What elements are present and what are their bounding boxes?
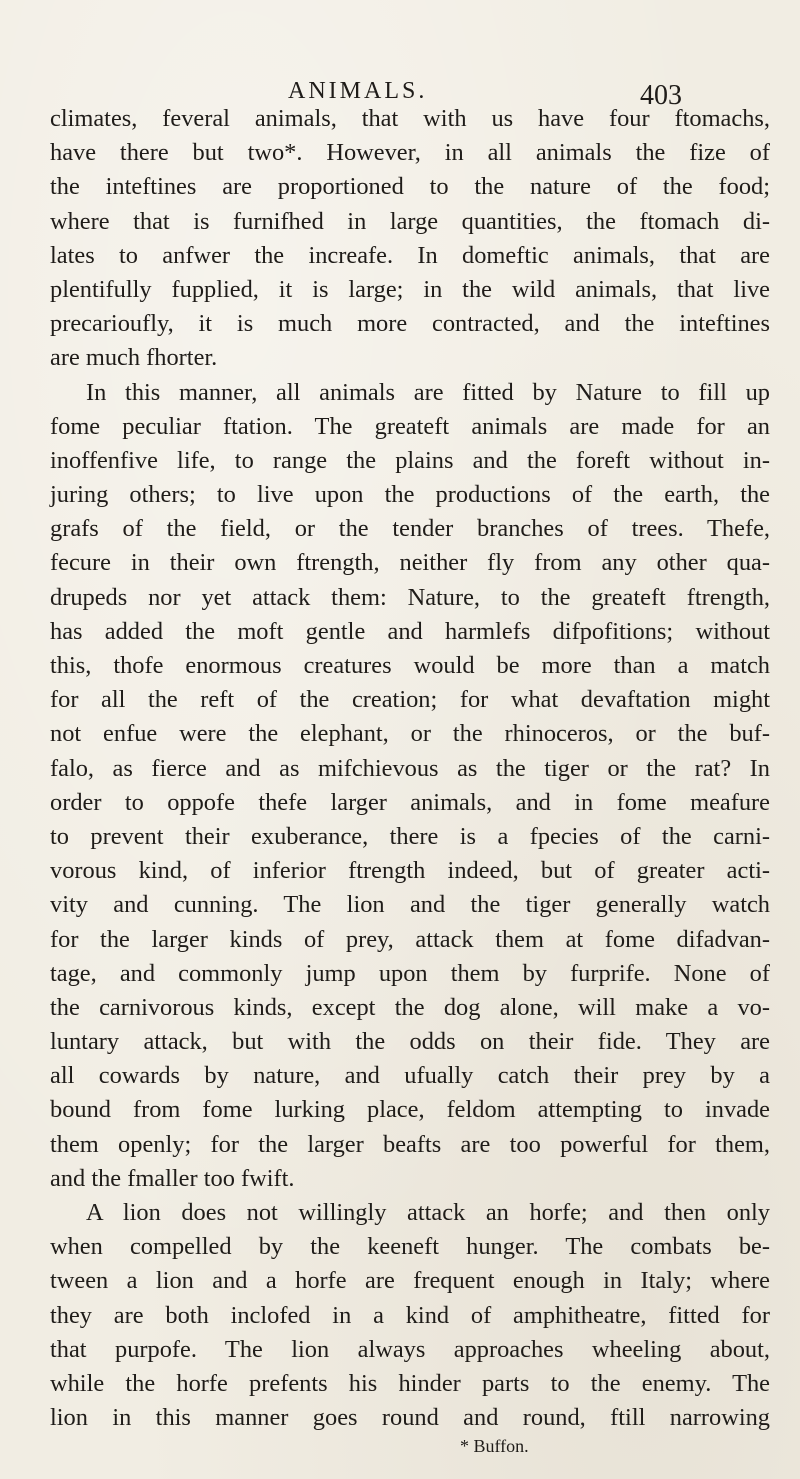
running-head xyxy=(0,56,800,111)
paragraph-start-line: A lion does not willingly attack an horfe; and then only xyxy=(86,1199,770,1226)
text-line: precarioufly, it is much more contracted, and the inteftines xyxy=(50,310,770,338)
text-line: all cowards by nature, and ufually catch their prey by a xyxy=(50,1062,770,1090)
text-line: has added the moft gentle and harmlefs difpofitions; without xyxy=(50,617,770,645)
text-line: to prevent their exuberance, there is a fpecies of the carni- xyxy=(50,822,770,850)
text-line: luntary attack, but with the odds on their fide. They are xyxy=(50,1028,770,1056)
text-line: vorous kind, of inferior ftrength indeed, but of greater acti- xyxy=(50,857,770,885)
text-line: grafs of the field, or the tender branches of trees. Thefe, xyxy=(50,515,770,543)
text-line: fome peculiar ftation. The greateft animals are made for an xyxy=(50,412,770,440)
text-line: plentifully fupplied, it is large; in the wild animals, that live xyxy=(50,275,770,303)
text-line: for all the reft of the creation; for what devaftation might xyxy=(50,686,770,714)
text-line: and the fmaller too fwift. xyxy=(50,1164,295,1192)
text-line: tage, and commonly jump upon them by furprife. None of xyxy=(50,959,770,987)
text-line: falo, as fierce and as mifchievous as the tiger or the rat? In xyxy=(50,754,770,782)
text-line: drupeds nor yet attack them: Nature, to the greateft ftrength, xyxy=(50,583,770,611)
text-line: fecure in their own ftrength, neither fly from any other qua- xyxy=(50,549,770,577)
paragraph-start-line: In this manner, all animals are fitted by Nature to fill up xyxy=(86,378,770,406)
text-line: when compelled by the keeneft hunger. The combats be- xyxy=(50,1233,770,1261)
text-line: juring others; to live upon the productions of the earth, the xyxy=(50,481,770,509)
text-line: the carnivorous kinds, except the dog alone, will make a vo- xyxy=(50,993,770,1021)
text-line: them openly; for the larger beafts are too powerful for them, xyxy=(50,1130,770,1158)
text-line: vity and cunning. The lion and the tiger generally watch xyxy=(50,891,770,919)
text-line: have there but two*. However, in all animals the fize of xyxy=(50,139,770,167)
text-line: that purpofe. The lion always approaches wheeling about, xyxy=(50,1335,770,1363)
body-text xyxy=(50,102,770,1435)
text-line: this, thofe enormous creatures would be more than a match xyxy=(50,652,770,679)
running-head-title: ANIMALS. xyxy=(288,78,428,104)
text-line: not enfue were the elephant, or the rhinoceros, or the buf- xyxy=(50,720,770,748)
footnote: * Buffon. xyxy=(460,1436,529,1456)
text-line: are much fhorter. xyxy=(50,344,218,372)
text-line: lion in this manner goes round and round, ftill narrowing xyxy=(50,1404,770,1432)
text-line: tween a lion and a horfe are frequent enough in Italy; where xyxy=(50,1267,770,1295)
text-line: for the larger kinds of prey, attack them at fome difadvan- xyxy=(50,925,770,953)
text-line: lates to anfwer the increafe. In domeftic animals, that are xyxy=(50,241,770,269)
page-number: 403 xyxy=(640,80,682,111)
text-line: the inteftines are proportioned to the nature of the food; xyxy=(50,173,770,201)
text-line: inoffenfive life, to range the plains and the foreft without in- xyxy=(50,446,770,474)
text-line: they are both inclofed in a kind of amphitheatre, fitted for xyxy=(50,1301,770,1329)
text-line: where that is furnifhed in large quantities, the ftomach di- xyxy=(50,207,770,235)
text-line: while the horfe prefents his hinder parts to the enemy. The xyxy=(50,1369,770,1397)
text-line: climates, feveral animals, that with us have four ftomachs, xyxy=(50,105,770,132)
text-line: order to oppofe thefe larger animals, and in fome meafure xyxy=(50,788,770,816)
text-line: bound from fome lurking place, feldom attempting to invade xyxy=(50,1096,770,1124)
